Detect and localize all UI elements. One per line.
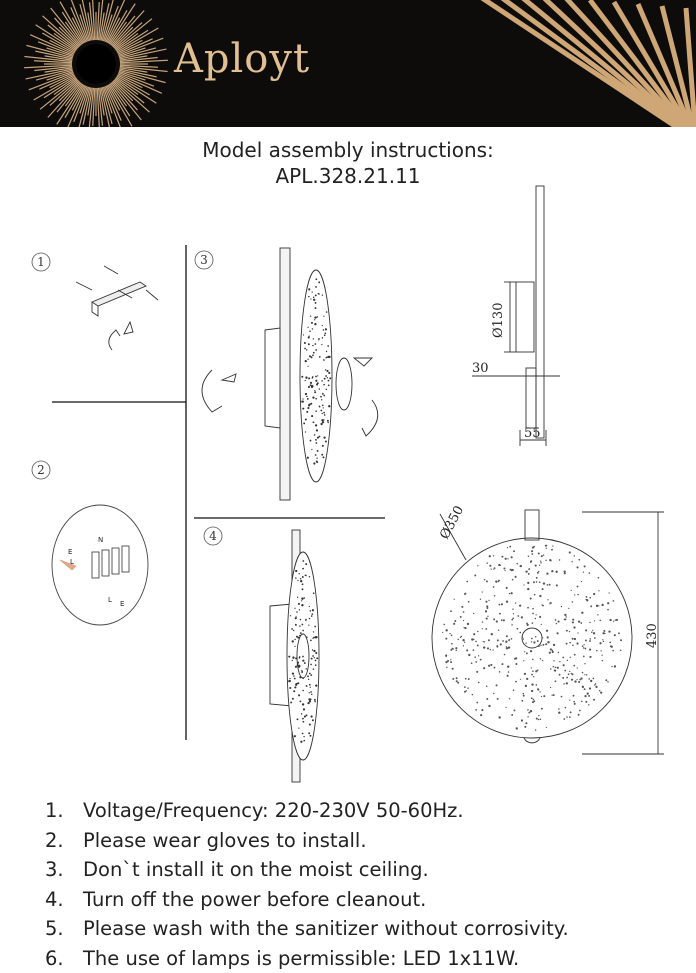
dim-height-430: 430 [645, 623, 660, 648]
panel-dividers [52, 245, 385, 740]
assembled-side-illustration [270, 530, 319, 782]
svg-text:L: L [70, 558, 74, 566]
dim-depth-55: 55 [524, 426, 541, 441]
mounting-bracket-illustration [76, 266, 158, 350]
wiring-illustration [52, 505, 148, 625]
svg-text:4: 4 [209, 529, 217, 543]
sun-center [76, 44, 116, 84]
header-banner [0, 0, 696, 127]
note-item: 6. The use of lamps is permissible: LED 1x11W. [45, 944, 569, 973]
model-number: APL.328.21.11 [0, 164, 696, 188]
note-item: 1. Voltage/Frequency: 220-230V 50-60Hz. [45, 796, 569, 826]
dim-diameter-350: Ø350 [437, 504, 467, 542]
step-4-marker [204, 527, 222, 545]
step-1-marker [32, 253, 50, 271]
side-dimension-drawing [472, 186, 560, 446]
assembly-diagram [0, 185, 696, 785]
note-item: 4. Turn off the power before cleanout. [45, 885, 569, 915]
side-assembly-illustration [202, 248, 378, 500]
step-2-marker [32, 461, 50, 479]
front-dimension-drawing [432, 510, 664, 754]
page-title: Model assembly instructions: [0, 138, 696, 162]
sun-rays-decoration [0, 0, 696, 127]
svg-text:L: L [108, 596, 112, 604]
dim-depth-30: 30 [472, 361, 489, 376]
note-item: 5. Please wash with the sanitizer without corrosivity. [45, 914, 569, 944]
note-item: 3. Don`t install it on the moist ceiling. [45, 855, 569, 885]
svg-text:1: 1 [37, 255, 45, 269]
step-3-marker [195, 251, 213, 269]
svg-text:E: E [120, 600, 124, 608]
note-item: 2. Please wear gloves to install. [45, 826, 569, 856]
notes-list [45, 796, 569, 973]
dim-diameter-130: Ø130 [491, 303, 506, 338]
svg-text:N: N [98, 536, 103, 544]
svg-text:3: 3 [200, 253, 208, 267]
brand-logo: Aployt [174, 36, 310, 82]
svg-text:2: 2 [37, 463, 45, 477]
svg-text:E: E [68, 548, 72, 556]
